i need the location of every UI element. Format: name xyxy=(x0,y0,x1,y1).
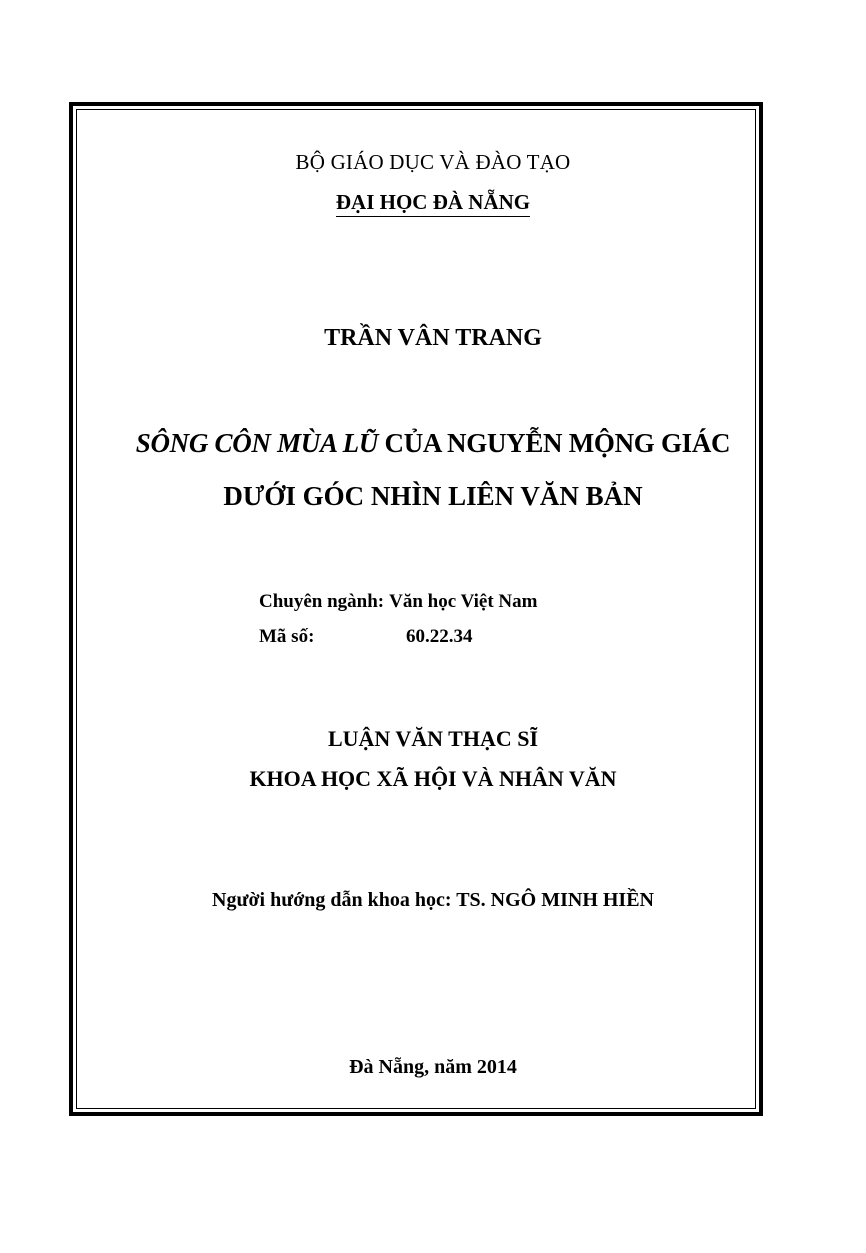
code-label: Mã số: xyxy=(259,626,315,647)
ministry-name: BỘ GIÁO DỤC VÀ ĐÀO TẠO xyxy=(295,150,571,174)
university-name-text: ĐẠI HỌC ĐÀ NẴNG xyxy=(336,190,530,217)
degree-field: KHOA HỌC XÃ HỘI VÀ NHÂN VĂN xyxy=(249,766,617,791)
specialization-label: Chuyên ngành: xyxy=(259,591,385,612)
thesis-title-line-1 xyxy=(0,428,866,459)
code-value: 60.22.34 xyxy=(406,626,473,647)
place-and-year: Đà Nẵng, năm 2014 xyxy=(349,1056,517,1078)
author-name: TRẦN VÂN TRANG xyxy=(324,325,542,351)
thesis-title-line-2: DƯỚI GÓC NHÌN LIÊN VĂN BẢN xyxy=(223,481,643,511)
degree-title: LUẬN VĂN THẠC SĨ xyxy=(327,726,539,751)
specialization-row xyxy=(259,591,537,613)
advisor-line: Người hướng dẫn khoa học: TS. NGÔ MINH HIỀN xyxy=(212,889,654,911)
novel-title: SÔNG CÔN MÙA LŨ xyxy=(135,428,379,458)
code-row xyxy=(259,626,473,648)
thesis-title-rest: CỦA NGUYỄN MỘNG GIÁC xyxy=(378,428,731,458)
university-name xyxy=(0,190,866,215)
specialization-value: Văn học Việt Nam xyxy=(389,591,538,612)
